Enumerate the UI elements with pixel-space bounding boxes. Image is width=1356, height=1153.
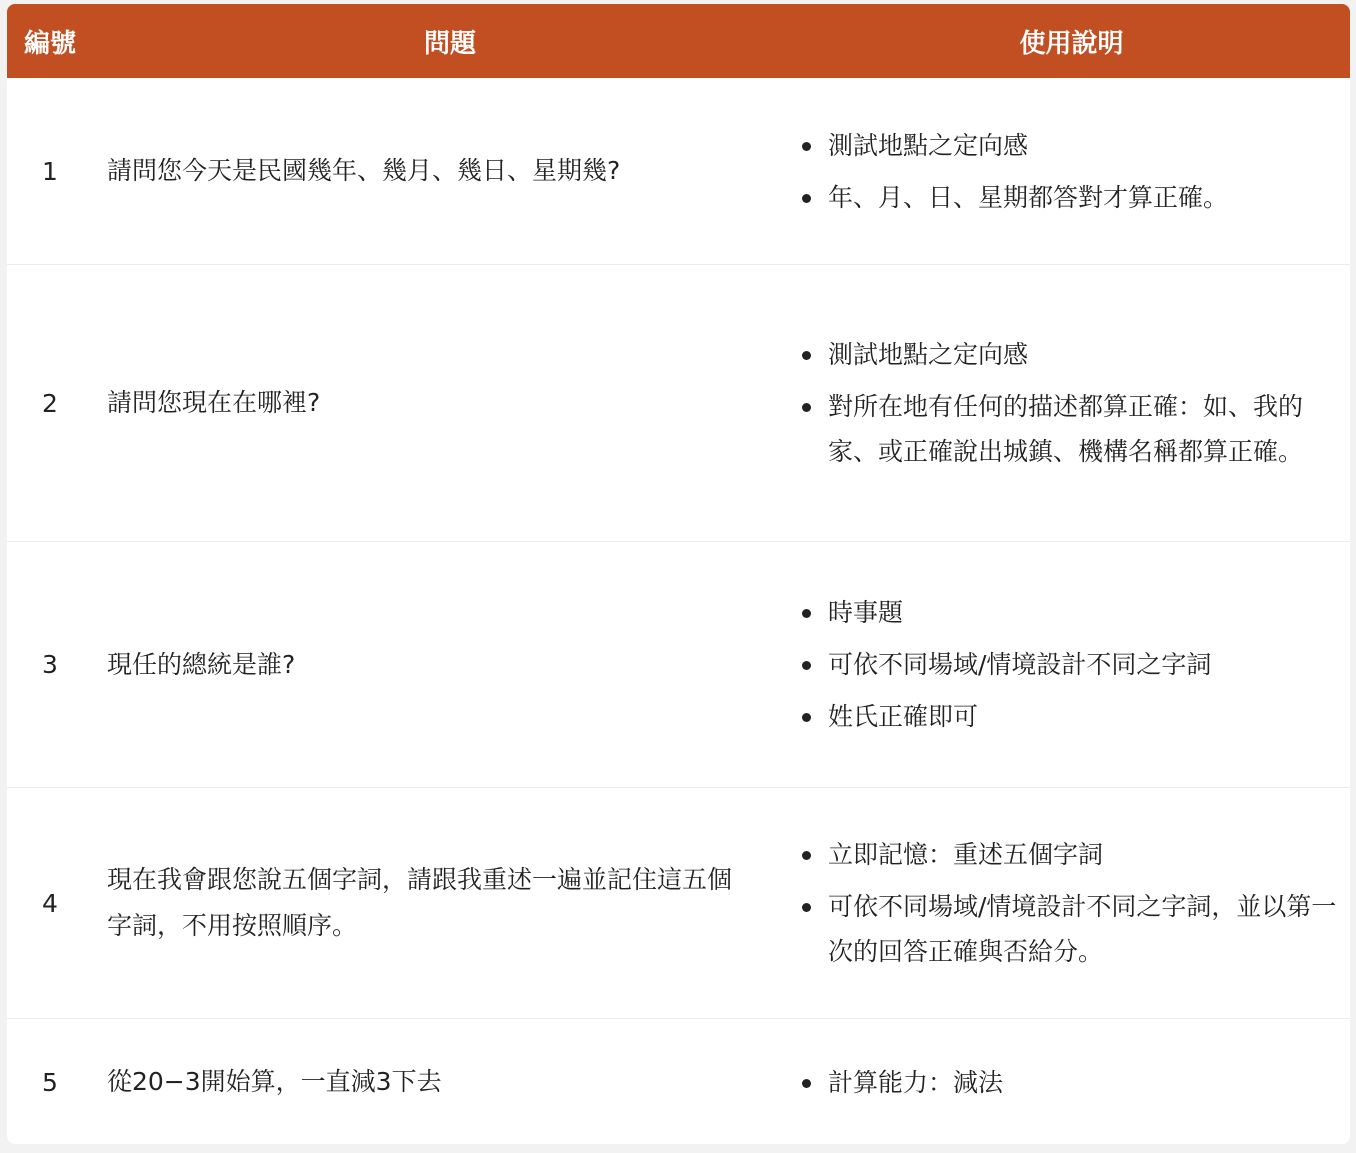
instruction-table	[7, 4, 1350, 1144]
table-row	[7, 78, 1350, 265]
row-question: 請問您現在在哪裡?	[107, 388, 321, 417]
header-num: 編號	[24, 28, 77, 59]
row-num: 1	[42, 156, 58, 186]
row-notes	[793, 825, 1350, 981]
row-notes	[793, 116, 1350, 227]
note-item: 立即記憶：重述五個字詞	[828, 832, 1340, 877]
note-item: 可依不同場域/情境設計不同之字詞	[828, 642, 1340, 687]
row-notes	[793, 583, 1350, 746]
note-item: 年、月、日、星期都答對才算正確。	[828, 175, 1340, 220]
note-item: 測試地點之定向感	[828, 332, 1340, 377]
note-item: 可依不同場域/情境設計不同之字詞，並以第一次的回答正確與否給分。	[828, 884, 1340, 974]
row-num: 3	[42, 650, 58, 679]
row-num: 5	[42, 1067, 58, 1097]
row-question: 現在我會跟您說五個字詞，請跟我重述一遍並記住這五個字詞，不用按照順序。	[107, 865, 733, 940]
table-header	[7, 4, 1350, 78]
row-question: 請問您今天是民國幾年、幾月、幾日、星期幾?	[107, 156, 621, 185]
row-num: 4	[42, 888, 58, 918]
table-row	[7, 1019, 1350, 1144]
table-row	[7, 265, 1350, 542]
header-question: 問題	[423, 28, 476, 59]
row-num: 2	[42, 388, 58, 418]
note-item: 時事題	[828, 590, 1340, 635]
note-item: 姓氏正確即可	[828, 694, 1340, 739]
row-question: 現任的總統是誰?	[107, 649, 296, 679]
note-item: 對所在地有任何的描述都算正確：如、我的家、或正確說出城鎮、機構名稱都算正確。	[828, 384, 1340, 474]
table-row	[7, 542, 1350, 788]
note-item: 計算能力：減法	[828, 1060, 1340, 1105]
table-row	[7, 788, 1350, 1019]
row-notes	[793, 325, 1350, 481]
row-question: 從20−3開始算，一直減3下去	[107, 1067, 442, 1096]
note-item: 測試地點之定向感	[828, 123, 1340, 168]
row-notes	[793, 1053, 1350, 1112]
header-notes: 使用說明	[1019, 28, 1124, 59]
